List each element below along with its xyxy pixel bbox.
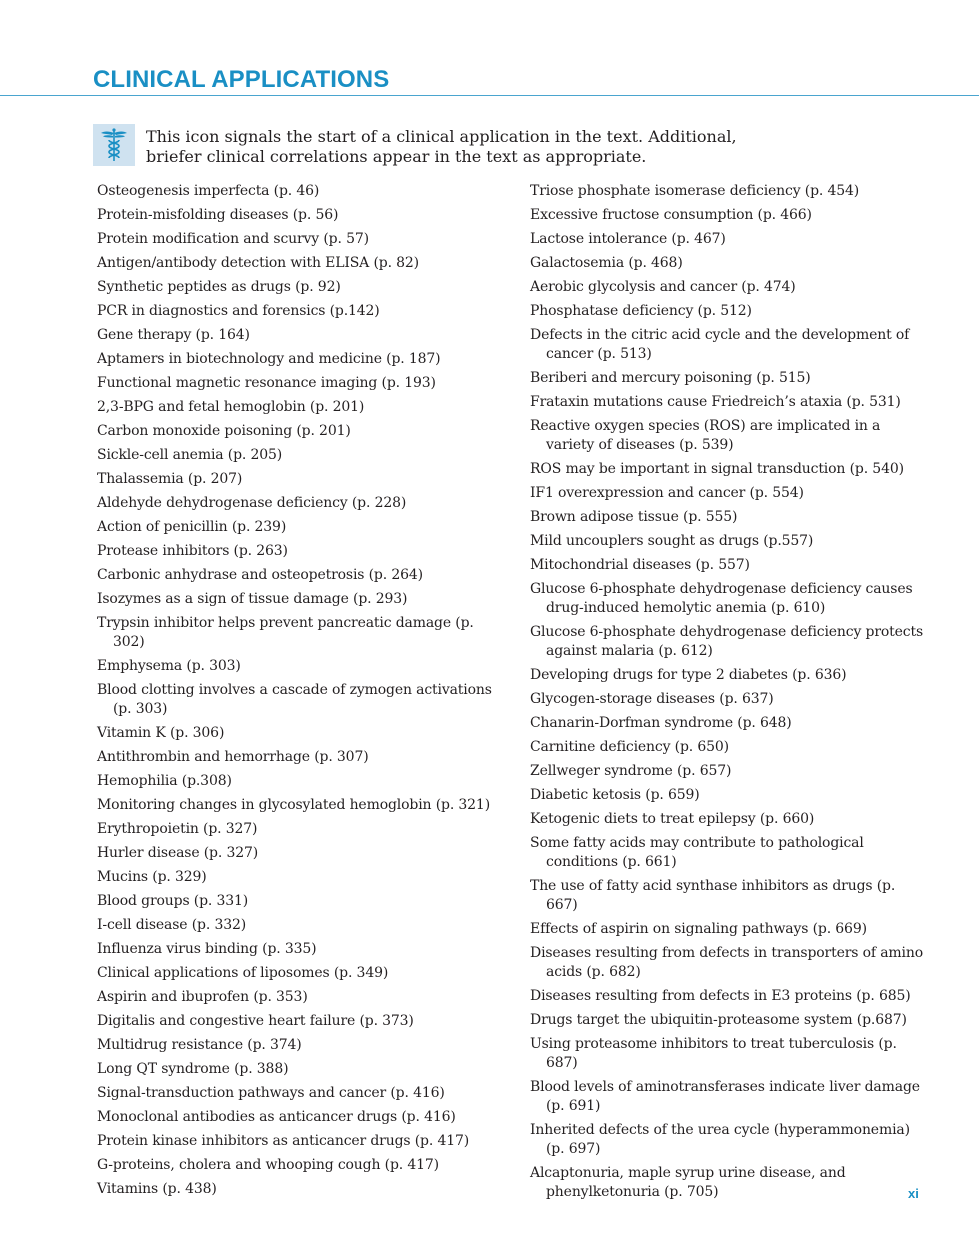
list-item: Synthetic peptides as drugs (p. 92) (97, 279, 341, 295)
intro-note (93, 124, 793, 168)
list-item: Defects in the citric acid cycle and the development of cancer (p. 513) (530, 327, 910, 362)
list-item: Vitamin K (p. 306) (97, 725, 225, 741)
list-item: Vitamins (p. 438) (97, 1181, 217, 1197)
list-item: Protein modification and scurvy (p. 57) (97, 231, 369, 247)
list-item: Glucose 6-phosphate dehydrogenase deficiency causes drug-induced hemolytic anemia (p. 610) (530, 581, 913, 616)
list-item: Monitoring changes in glycosylated hemoglobin (p. 321) (97, 797, 491, 813)
list-item: Emphysema (p. 303) (97, 658, 241, 674)
list-item: Influenza virus binding (p. 335) (97, 941, 317, 957)
list-item: Protein kinase inhibitors as anticancer drugs (p. 417) (97, 1133, 470, 1149)
list-item: Long QT syndrome (p. 388) (97, 1061, 289, 1077)
list-item: Excessive fructose consumption (p. 466) (530, 207, 812, 223)
list-item: Blood levels of aminotransferases indicate liver damage (p. 691) (530, 1079, 920, 1114)
list-item: Diseases resulting from defects in transporters of amino acids (p. 682) (530, 945, 923, 980)
list-item: Multidrug resistance (p. 374) (97, 1037, 302, 1053)
right-column-list (530, 182, 930, 1207)
list-item: Developing drugs for type 2 diabetes (p. 636) (530, 667, 847, 683)
list-item: Clinical applications of liposomes (p. 349) (97, 965, 389, 981)
list-item: Reactive oxygen species (ROS) are implicated in a variety of diseases (p. 539) (530, 418, 881, 453)
list-item: 2,3-BPG and fetal hemoglobin (p. 201) (97, 399, 365, 415)
list-item: Aspirin and ibuprofen (p. 353) (97, 989, 308, 1005)
list-item: Alcaptonuria, maple syrup urine disease, and phenylketonuria (p. 705) (530, 1165, 846, 1200)
list-item: Brown adipose tissue (p. 555) (530, 509, 738, 525)
list-item: Ketogenic diets to treat epilepsy (p. 660) (530, 811, 815, 827)
intro-text: This icon signals the start of a clinical application in the text. Additional, briefer clinical correlations appear in the text as appropriate. (146, 127, 737, 166)
list-item: Some fatty acids may contribute to pathological conditions (p. 661) (530, 835, 864, 870)
left-column-list (97, 182, 507, 1204)
list-item: ROS may be important in signal transduction (p. 540) (530, 461, 904, 477)
page-title: CLINICAL APPLICATIONS (93, 66, 390, 93)
list-item: Digitalis and congestive heart failure (p. 373) (97, 1013, 414, 1029)
list-item: Triose phosphate isomerase deficiency (p. 454) (530, 183, 860, 199)
list-item: Galactosemia (p. 468) (530, 255, 683, 271)
list-item: Chanarin-Dorfman syndrome (p. 648) (530, 715, 792, 731)
caduceus-icon (93, 124, 135, 166)
list-item: Blood groups (p. 331) (97, 893, 249, 909)
list-item: Signal-transduction pathways and cancer (p. 416) (97, 1085, 445, 1101)
list-item: Erythropoietin (p. 327) (97, 821, 258, 837)
list-item: Hurler disease (p. 327) (97, 845, 259, 861)
list-item: Drugs target the ubiquitin-proteasome system (p.687) (530, 1012, 907, 1028)
list-item: Mucins (p. 329) (97, 869, 207, 885)
list-item: Aerobic glycolysis and cancer (p. 474) (530, 279, 796, 295)
list-item: Phosphatase deficiency (p. 512) (530, 303, 752, 319)
list-item: Protein-misfolding diseases (p. 56) (97, 207, 339, 223)
list-item: Antigen/antibody detection with ELISA (p. 82) (97, 255, 419, 271)
list-item: Trypsin inhibitor helps prevent pancreatic damage (p. 302) (97, 615, 474, 650)
list-item: Sickle-cell anemia (p. 205) (97, 447, 283, 463)
list-item: Mild uncouplers sought as drugs (p.557) (530, 533, 814, 549)
list-item: Lactose intolerance (p. 467) (530, 231, 726, 247)
list-item: Glycogen-storage diseases (p. 637) (530, 691, 774, 707)
list-item: Hemophilia (p.308) (97, 773, 232, 789)
list-item: PCR in diagnostics and forensics (p.142) (97, 303, 380, 319)
list-item: Osteogenesis imperfecta (p. 46) (97, 183, 320, 199)
list-item: Protease inhibitors (p. 263) (97, 543, 288, 559)
list-item: Diabetic ketosis (p. 659) (530, 787, 700, 803)
list-item: Isozymes as a sign of tissue damage (p. 293) (97, 591, 408, 607)
list-item: Thalassemia (p. 207) (97, 471, 243, 487)
list-item: Functional magnetic resonance imaging (p. 193) (97, 375, 436, 391)
list-item: Using proteasome inhibitors to treat tuberculosis (p. 687) (530, 1036, 897, 1071)
list-item: The use of fatty acid synthase inhibitors as drugs (p. 667) (530, 878, 896, 913)
list-item: Antithrombin and hemorrhage (p. 307) (97, 749, 369, 765)
list-item: Carbonic anhydrase and osteopetrosis (p. 264) (97, 567, 423, 583)
list-item: I-cell disease (p. 332) (97, 917, 247, 933)
list-item: Monoclonal antibodies as anticancer drugs (p. 416) (97, 1109, 456, 1125)
list-item: Diseases resulting from defects in E3 proteins (p. 685) (530, 988, 911, 1004)
list-item: Zellweger syndrome (p. 657) (530, 763, 732, 779)
list-item: Aldehyde dehydrogenase deficiency (p. 228) (97, 495, 407, 511)
list-item: Mitochondrial diseases (p. 557) (530, 557, 750, 573)
list-item: G-proteins, cholera and whooping cough (p. 417) (97, 1157, 439, 1173)
header-divider (0, 95, 979, 96)
list-item: Frataxin mutations cause Friedreich’s ataxia (p. 531) (530, 394, 901, 410)
list-item: IF1 overexpression and cancer (p. 554) (530, 485, 804, 501)
page-number: xi (908, 1186, 919, 1201)
list-item: Glucose 6-phosphate dehydrogenase deficiency protects against malaria (p. 612) (530, 624, 923, 659)
list-item: Inherited defects of the urea cycle (hyperammonemia) (p. 697) (530, 1122, 910, 1157)
list-item: Gene therapy (p. 164) (97, 327, 250, 343)
list-item: Carnitine deficiency (p. 650) (530, 739, 729, 755)
list-item: Carbon monoxide poisoning (p. 201) (97, 423, 351, 439)
list-item: Blood clotting involves a cascade of zymogen activations (p. 303) (97, 682, 492, 717)
list-item: Effects of aspirin on signaling pathways (p. 669) (530, 921, 867, 937)
list-item: Beriberi and mercury poisoning (p. 515) (530, 370, 811, 386)
list-item: Aptamers in biotechnology and medicine (p. 187) (97, 351, 441, 367)
list-item: Action of penicillin (p. 239) (97, 519, 287, 535)
